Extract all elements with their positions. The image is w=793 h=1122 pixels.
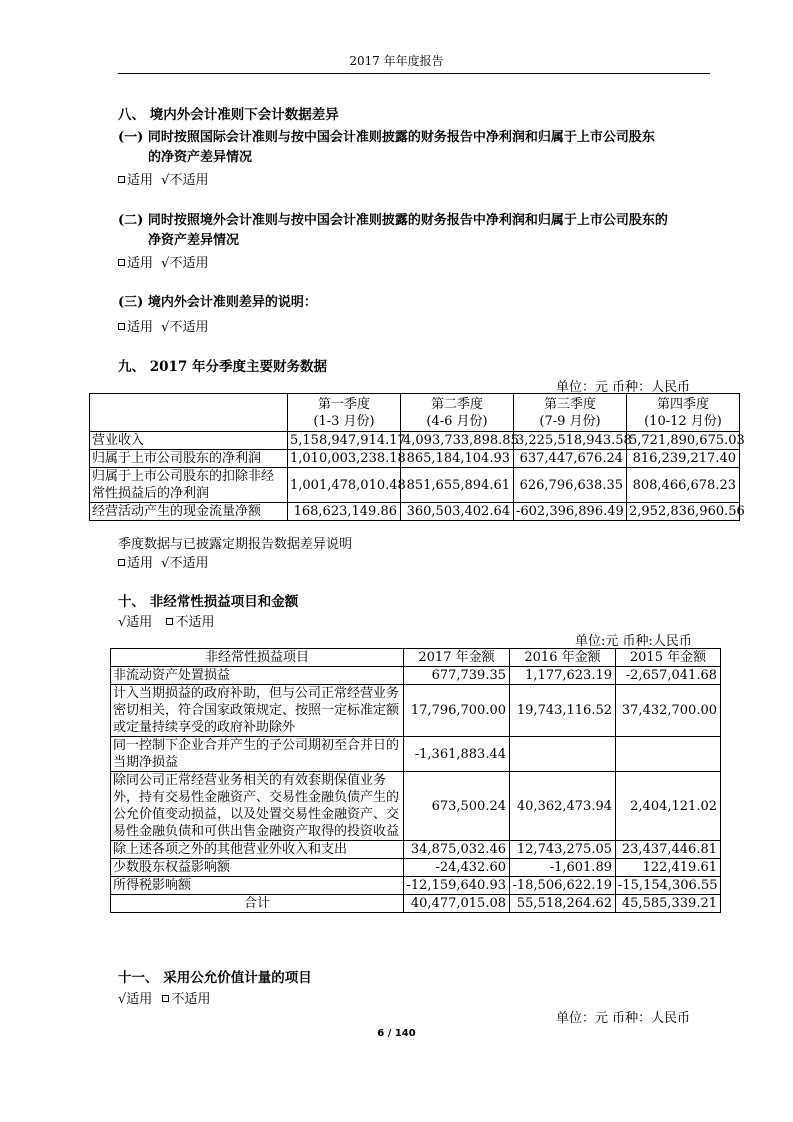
section-9-unit: 单位：元 币种：人民币 [556, 380, 691, 395]
applicable-label: √适用 [118, 992, 153, 1007]
applicable-label: 适用 [127, 173, 154, 188]
option-group-8-3 [118, 316, 208, 335]
cell-value: 808,466,678.23 [627, 468, 740, 503]
cell-value [616, 737, 721, 772]
cell-value: 673,500.24 [404, 772, 510, 841]
header-divider [118, 73, 710, 74]
cell-value: 34,875,032.46 [404, 841, 510, 859]
row-label: 所得税影响额 [111, 877, 404, 895]
cell-value: 45,585,339.21 [616, 895, 721, 913]
section-8-2-line1: (二) 同时按照境外会计准则与按中国会计准则披露的财务报告中净利润和归属于上市公司股东的 [118, 213, 668, 228]
cell-value: 851,655,894.61 [401, 468, 514, 503]
applicable-label: √适用 [118, 615, 153, 630]
cell-value: 865,184,104.93 [401, 450, 514, 468]
cell-value: 1,001,478,010.48 [288, 468, 401, 503]
option-group-9 [118, 552, 208, 571]
applicable-label: 适用 [127, 256, 154, 271]
non-recurring-header-row [111, 649, 721, 667]
checkbox-empty-icon [118, 323, 125, 330]
cell-value: 4,093,733,898.85 [401, 432, 514, 450]
cell-value: 1,177,623.19 [510, 667, 616, 685]
cell-value: 19,743,116.52 [510, 685, 616, 737]
cell-value: 37,432,700.00 [616, 685, 721, 737]
cell-value: 360,503,402.64 [401, 503, 514, 521]
section-8-2-title [118, 211, 668, 251]
cell-value: 55,518,264.62 [510, 895, 616, 913]
row-label: 归属于上市公司股东的净利润 [90, 450, 288, 468]
not-applicable-label: 不适用 [175, 615, 215, 630]
section-8-3-title: (三) 境内外会计准则差异的说明： [118, 295, 317, 310]
section-10-unit: 单位:元 币种:人民币 [575, 634, 692, 649]
table-row [90, 432, 740, 450]
cell-value: -24,432.60 [404, 859, 510, 877]
cell-value: 122,419.61 [616, 859, 721, 877]
total-row [111, 895, 721, 913]
section-11-title: 十一、 采用公允价值计量的项目 [118, 970, 312, 986]
table-row [111, 772, 721, 841]
cell-value: -1,361,883.44 [404, 737, 510, 772]
checkbox-empty-icon [118, 559, 125, 566]
header-q1: 第一季度 (1-3 月份) [288, 394, 401, 432]
cell-value: 5,158,947,914.17 [288, 432, 401, 450]
quarterly-table [89, 393, 745, 521]
cell-value: 5,721,890,675.03 [627, 432, 740, 450]
cell-value: 2,952,836,960.56 [627, 503, 740, 521]
non-recurring-table [110, 648, 721, 913]
applicable-label: 适用 [127, 556, 154, 571]
cell-value: -18,506,622.19 [510, 877, 616, 895]
table-row [111, 667, 721, 685]
table-row [111, 859, 721, 877]
table-row [90, 503, 740, 521]
cell-value: 12,743,275.05 [510, 841, 616, 859]
header-2017: 2017 年金额 [404, 649, 510, 667]
cell-value: 3,225,518,943.58 [514, 432, 627, 450]
page-header-title: 2017 年年度报告 [349, 54, 444, 68]
total-label: 合计 [111, 895, 404, 913]
option-group-11 [118, 988, 210, 1007]
applicable-label: 适用 [127, 320, 154, 335]
section-8-1-title [118, 128, 655, 168]
not-applicable-label: √不适用 [161, 320, 209, 335]
table-row [90, 468, 740, 503]
option-group-10 [118, 611, 214, 630]
not-applicable-label: √不适用 [161, 173, 209, 188]
cell-value: 168,623,149.86 [288, 503, 401, 521]
not-applicable-label: √不适用 [161, 556, 209, 571]
row-label: 少数股东权益影响额 [111, 859, 404, 877]
not-applicable-label: √不适用 [161, 256, 209, 271]
row-label: 除同公司正常经营业务相关的有效套期保值业务外，持有交易性金融资产、交易性金融负债产生的公允价值变动损益，以及处置交易性金融资产、交易性金融负债和可供出售金融资产取得的投资收益 [111, 772, 404, 841]
header-2015: 2015 年金额 [616, 649, 721, 667]
header-empty-cell [90, 394, 288, 432]
cell-value: -2,657,041.68 [616, 667, 721, 685]
cell-value: -12,159,640.93 [404, 877, 510, 895]
section-8-1-line2: 的净资产差异情况 [148, 150, 253, 165]
section-9-note: 季度数据与已披露定期报告数据差异说明 [118, 537, 353, 552]
section-9-title: 九、 2017 年分季度主要财务数据 [118, 359, 327, 375]
header-q3: 第三季度 (7-9 月份) [514, 394, 627, 432]
checkbox-empty-icon [166, 618, 173, 625]
checkbox-empty-icon [118, 259, 125, 266]
cell-value: 17,796,700.00 [404, 685, 510, 737]
cell-value [510, 737, 616, 772]
page-number: 6 / 140 [377, 1028, 416, 1039]
cell-value: 626,796,638.35 [514, 468, 627, 503]
cell-value: 40,362,473.94 [510, 772, 616, 841]
table-row [111, 737, 721, 772]
row-label: 营业收入 [90, 432, 288, 450]
option-group-8-2 [118, 252, 208, 271]
table-row [111, 685, 721, 737]
header-2016: 2016 年金额 [510, 649, 616, 667]
checkbox-empty-icon [118, 176, 125, 183]
table-row [111, 877, 721, 895]
section-11-unit: 单位：元 币种：人民币 [556, 1011, 691, 1026]
row-label: 经营活动产生的现金流量净额 [90, 503, 288, 521]
cell-value: 637,447,676.24 [514, 450, 627, 468]
cell-value: -15,154,306.55 [616, 877, 721, 895]
table-row [90, 450, 740, 468]
row-label: 同一控制下企业合并产生的子公司期初至合并日的当期净损益 [111, 737, 404, 772]
section-8-title: 八、 境内外会计准则下会计数据差异 [118, 107, 339, 123]
cell-value: 677,739.35 [404, 667, 510, 685]
section-10-title: 十、 非经常性损益项目和金额 [118, 594, 299, 610]
section-8-1-line1: (一) 同时按照国际会计准则与按中国会计准则披露的财务报告中净利润和归属于上市公司股东 [118, 130, 655, 145]
section-8-2-line2: 净资产差异情况 [148, 233, 240, 248]
row-label: 除上述各项之外的其他营业外收入和支出 [111, 841, 404, 859]
header-item: 非经常性损益项目 [111, 649, 404, 667]
header-q4: 第四季度 (10-12 月份) [627, 394, 740, 432]
cell-value: 40,477,015.08 [404, 895, 510, 913]
header-q2: 第二季度 (4-6 月份) [401, 394, 514, 432]
cell-value: 23,437,446.81 [616, 841, 721, 859]
cell-value: 1,010,003,238.18 [288, 450, 401, 468]
cell-value: -1,601.89 [510, 859, 616, 877]
table-row [111, 841, 721, 859]
cell-value: 816,239,217.40 [627, 450, 740, 468]
cell-value: -602,396,896.49 [514, 503, 627, 521]
row-label: 非流动资产处置损益 [111, 667, 404, 685]
cell-value: 2,404,121.02 [616, 772, 721, 841]
checkbox-empty-icon [162, 995, 169, 1002]
quarterly-header-row [90, 394, 740, 432]
row-label: 归属于上市公司股东的扣除非经常性损益后的净利润 [90, 468, 288, 503]
row-label: 计入当期损益的政府补助，但与公司正常经营业务密切相关，符合国家政策规定、按照一定标准定额或定量持续享受的政府补助除外 [111, 685, 404, 737]
option-group-8-1 [118, 169, 208, 188]
not-applicable-label: 不适用 [171, 992, 211, 1007]
